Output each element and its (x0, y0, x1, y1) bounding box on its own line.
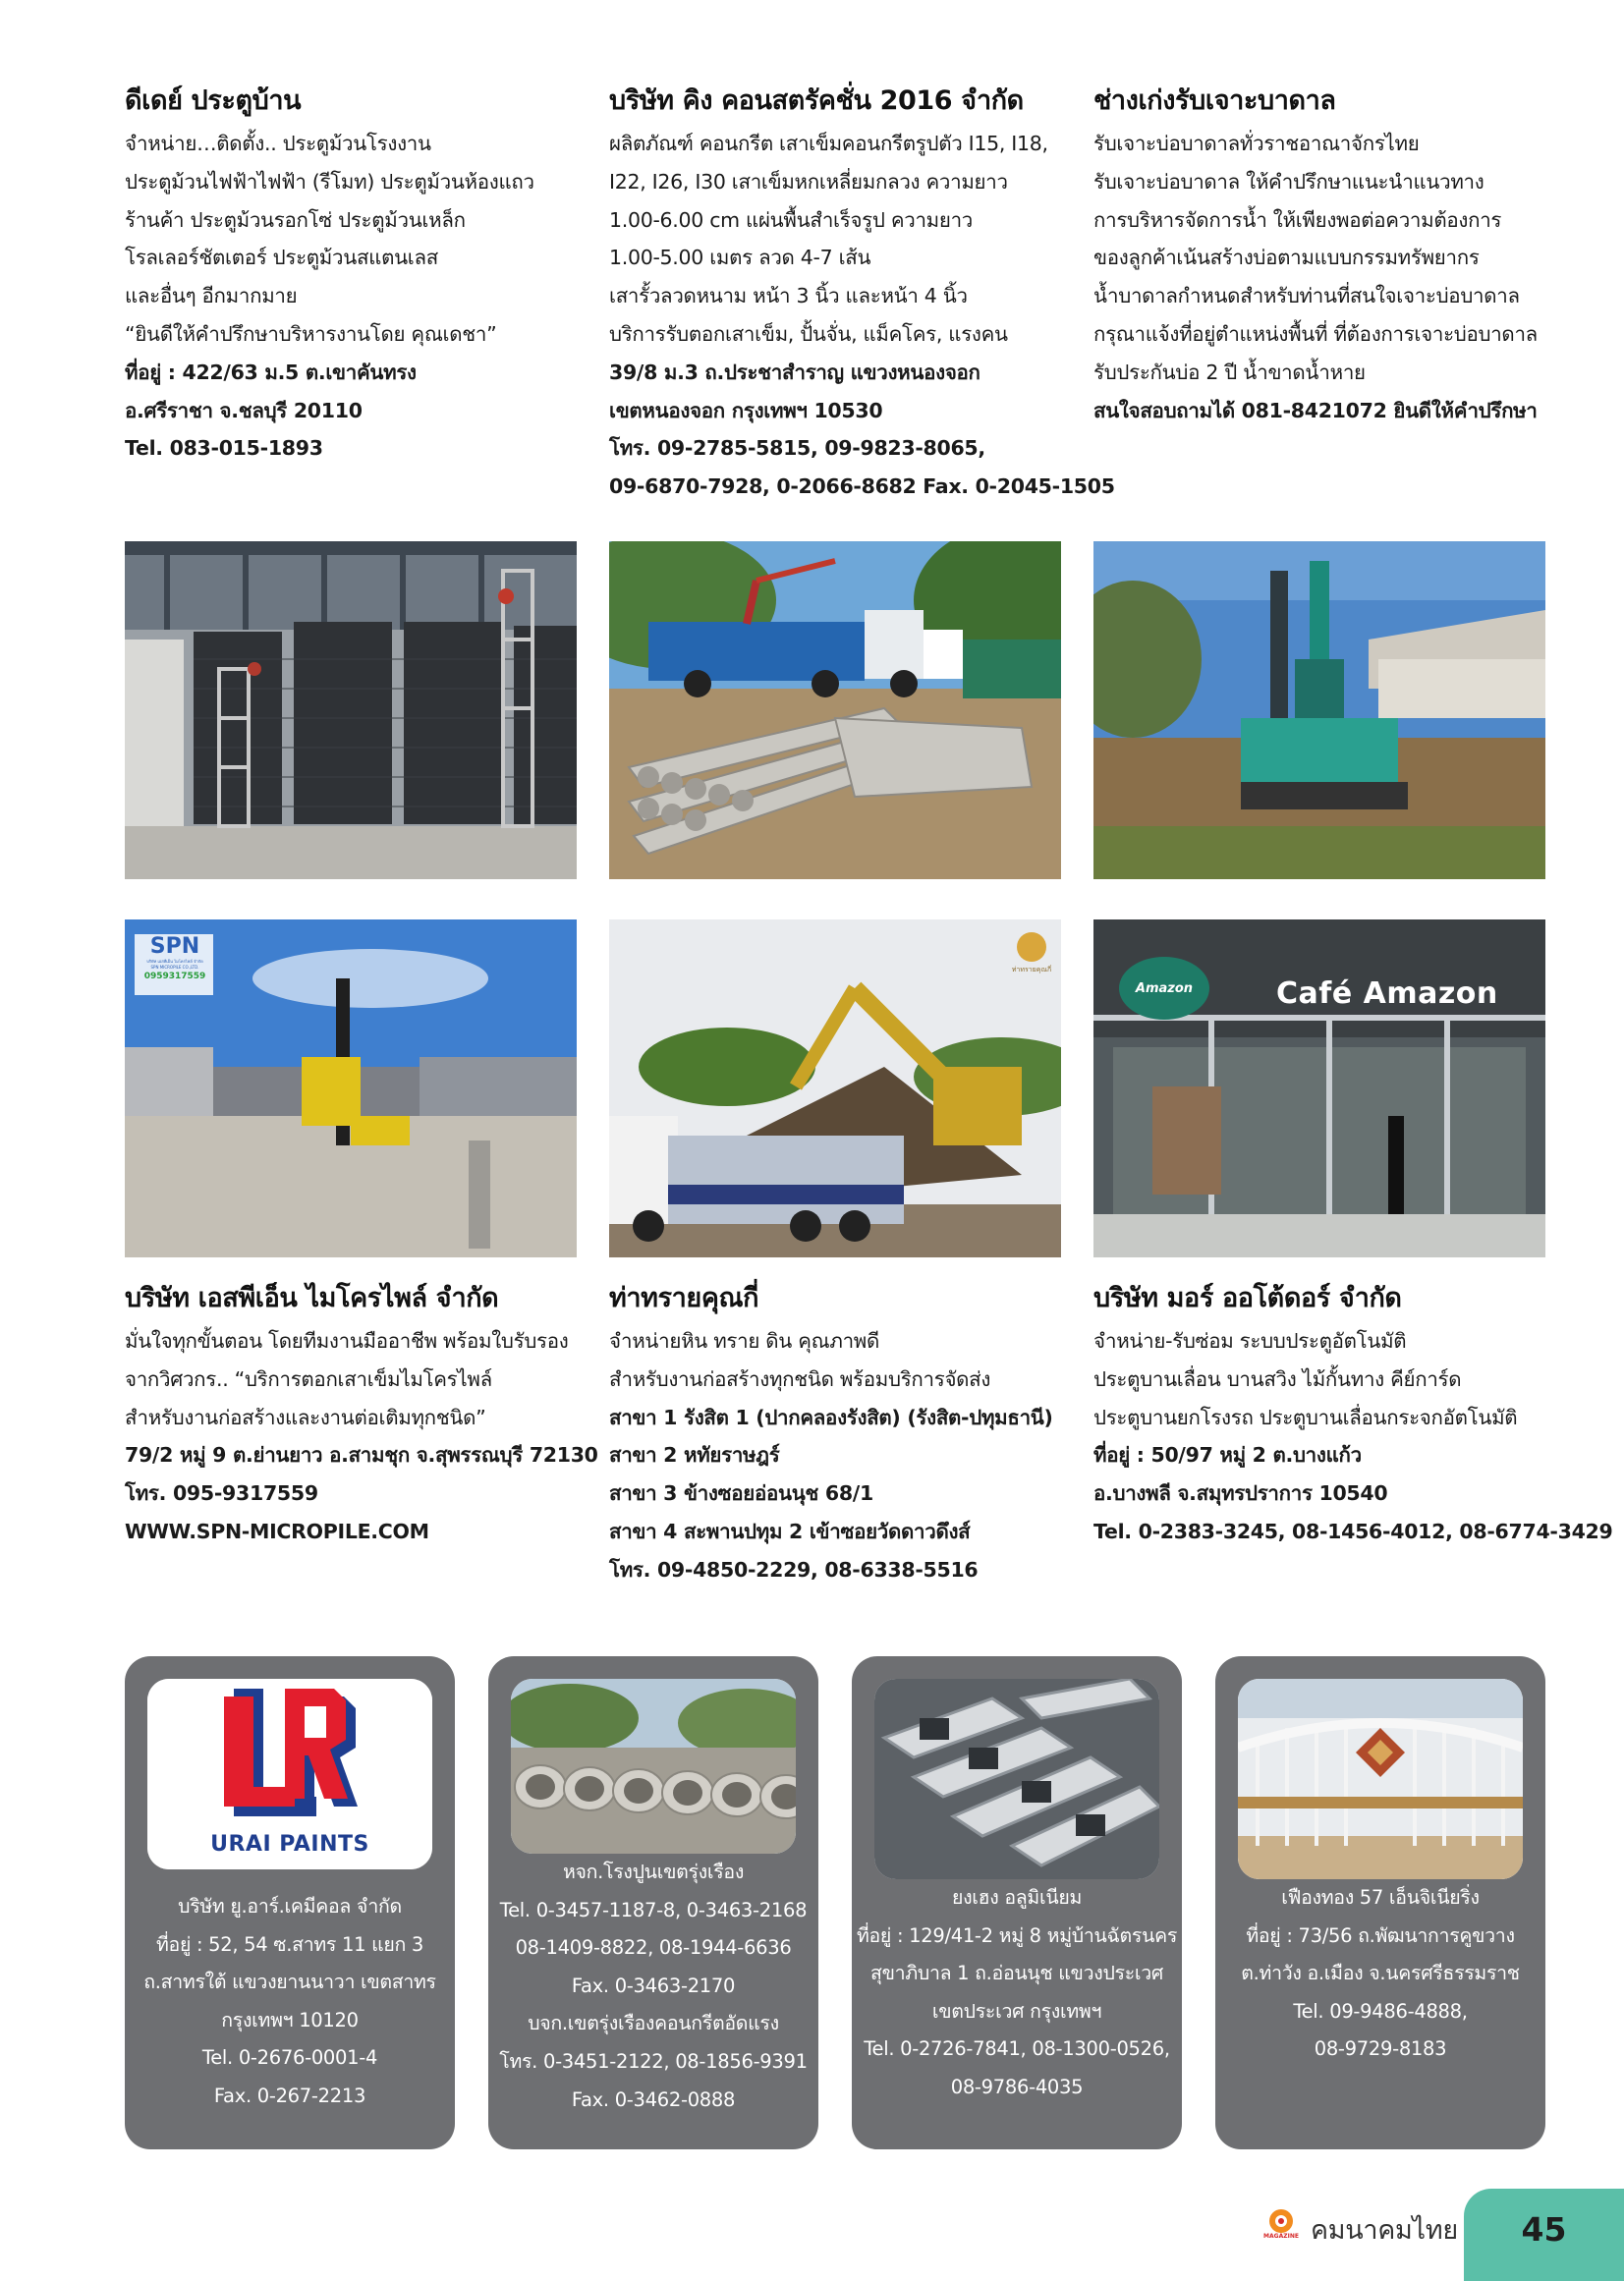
listing-line: จำหน่าย-รับซ่อม ระบบประตูอัตโนมัติ (1093, 1329, 1407, 1353)
listing-line: ประตูม้วนไฟฟ้าไฟฟ้า (รีโมท) ประตูม้วนห้องแถว (125, 169, 534, 194)
listing-branch: สาขา 4 สะพานปทุม 2 เข้าซอยวัดดาวดึงส์ (609, 1519, 971, 1543)
photo-cafe-amazon-doors (1093, 919, 1545, 1257)
urai-paints-logo-text: URAI PAINTS (210, 1832, 369, 1857)
listing-phone: โทร. 095-9317559 (125, 1481, 318, 1506)
fax-line: Fax. 0-267-2213 (213, 2084, 366, 2107)
listing-line: บริการรับตอกเสาเข็ม, ปั้นจั่น, แม็คโคร, แรงคน (609, 321, 1008, 346)
ad-box-urai-paints (125, 1656, 455, 2149)
listing-more-autodoor (1093, 1279, 1613, 1551)
listing-phone: โทร. 09-4850-2229, 08-6338-5516 (609, 1557, 979, 1582)
listing-website: WWW.SPN-MICROPILE.COM (125, 1519, 429, 1543)
fax-line: Fax. 0-3463-2170 (571, 1974, 736, 1997)
listing-line: การบริหารจัดการน้ำ ให้เพียงพอต่อความต้องการ (1093, 207, 1502, 232)
address-line: กรุงเทพฯ 10120 (221, 2008, 359, 2031)
listing-line: โรลเลอร์ชัตเตอร์ ประตูม้วนสแตนเลส (125, 246, 438, 270)
phone-line: Tel. 09-9486-4888, (1293, 1999, 1468, 2023)
magazine-brand: คมนาคมไทย (1311, 2215, 1458, 2246)
listing-phone: Tel. 0-2383-3245, 08-1456-4012, 08-6774-3429 (1093, 1519, 1613, 1543)
listing-address: อ.บางพลี จ.สมุทรปราการ 10540 (1093, 1481, 1388, 1506)
ornamental-gate-photo (1238, 1679, 1523, 1879)
page-number: 45 (1521, 2210, 1567, 2249)
address-line: เขตประเวศ กรุงเทพฯ (931, 1999, 1102, 2023)
listing-dday-door (125, 82, 587, 468)
phone-line: Tel. 0-2676-0001-4 (201, 2046, 378, 2070)
listing-address: ที่อยู่ : 422/63 ม.5 ต.เขาคันทรง (125, 360, 417, 384)
photo-spn-micropile (125, 919, 577, 1257)
address-line: ที่อยู่ : 129/41-2 หมู่ 8 หมู่บ้านฉัตรนคร (856, 1923, 1178, 1947)
listing-line: ของลูกค้าเน้นสร้างบ่อตามแบบกรรมทรัพยากร (1093, 246, 1480, 270)
listing-address: 79/2 หมู่ 9 ต.ย่านยาว อ.สามชุก จ.สุพรรณบุรี 72130 (125, 1443, 598, 1468)
listing-title: บริษัท มอร์ ออโต้ดอร์ จำกัด (1093, 1283, 1402, 1313)
listing-sand-pier (609, 1279, 1071, 1589)
address-line: ต.ท่าวัง อ.เมือง จ.นครศรีธรรมราช (1241, 1962, 1520, 1985)
sand-logo-caption: ท่าทรายคุณกี่ (1011, 966, 1052, 974)
company-name: เฟืองทอง 57 เอ็นจิเนียริ่ง (1281, 1886, 1480, 1909)
listing-line: ผลิตภัณฑ์ คอนกรีต เสาเข็มคอนกรีตรูปตัว I15, I18, (609, 132, 1048, 155)
listing-line: 1.00-6.00 cm แผ่นพื้นสำเร็จรูป ความยาว (609, 207, 974, 232)
phone-line: 08-9786-4035 (950, 2075, 1084, 2098)
photo-sand-excavator (609, 919, 1061, 1257)
address-line: ที่อยู่ : 52, 54 ซ.สาทร 11 แยก 3 (155, 1932, 423, 1956)
listing-spn-micropile (125, 1279, 598, 1551)
listing-phone: สนใจสอบถามได้ 081-8421072 ยินดีให้คำปรึกษา (1093, 398, 1538, 422)
listing-line: รับเจาะบ่อบาดาล ให้คำปรึกษาแนะนำแนวทาง (1093, 169, 1484, 194)
listing-line: จำหน่ายหิน ทราย ดิน คุณภาพดี (609, 1329, 880, 1353)
listing-line: ร้านค้า ประตูม้วนรอกโซ่ ประตูม้วนเหล็ก (125, 207, 466, 232)
listing-address: อ.ศรีราชา จ.ชลบุรี 20110 (125, 398, 363, 422)
magazine-logo-caption: MAGAZINE (1263, 2233, 1299, 2240)
address-line: สุขาภิบาล 1 ถ.อ่อนนุช แขวงประเวศ (870, 1962, 1163, 1985)
ad-box-text (852, 1879, 1182, 2107)
listing-title: ท่าทรายคุณกี่ (609, 1283, 759, 1313)
listing-line: มั่นใจทุกขั้นตอน โดยทีมงานมืออาชีพ พร้อมใบรับรอง (125, 1329, 569, 1353)
company-name: บริษัท ยู.อาร์.เคมีคอล จำกัด (178, 1895, 402, 1918)
listing-branch: สาขา 1 รังสิต 1 (ปากคลองรังสิต) (รังสิต-ปทุมธานี) (609, 1405, 1053, 1429)
concrete-pipes-photo (511, 1679, 796, 1854)
listing-phone: โทร. 09-2785-5815, 09-9823-8065, (609, 436, 985, 461)
urai-paints-logo (147, 1679, 432, 1869)
listing-line: สำหรับงานก่อสร้างและงานต่อเติมทุกชนิด” (125, 1405, 486, 1429)
cafe-amazon-badge: Amazon (1135, 981, 1194, 996)
listing-line: รับเจาะบ่อบาดาลทั่วราชอาณาจักรไทย (1093, 132, 1420, 155)
company-name: ยงเฮง อลูมิเนียม (951, 1886, 1083, 1909)
listing-title: ช่างเก่งรับเจาะบาดาล (1093, 85, 1336, 116)
company-name: หจก.โรงปูนเขตรุ่งเรือง (562, 1861, 745, 1883)
listing-line: จำหน่าย…ติดตั้ง.. ประตูม้วนโรงงาน (125, 132, 431, 155)
phone-line: 08-1409-8822, 08-1944-6636 (515, 1936, 792, 1960)
listing-line: 1.00-5.00 เมตร ลวด 4-7 เส้น (609, 246, 871, 270)
listing-address: ที่อยู่ : 50/97 หมู่ 2 ต.บางแก้ว (1093, 1443, 1362, 1468)
listing-line: จากวิศวกร.. “บริการตอกเสาเข็มไมโครไพล์ (125, 1366, 492, 1391)
listing-line: เสารั้วลวดหนาม หน้า 3 นิ้ว และหน้า 4 นิ้ว (609, 284, 968, 308)
listing-line: I22, I26, I30 เสาเข็มหกเหลี่ยมกลวง ความยาว (609, 169, 1008, 194)
listing-address: เขตหนองจอก กรุงเทพฯ 10530 (609, 398, 883, 422)
ad-box-aluminium (852, 1656, 1182, 2149)
address-line: ถ.สาทรใต้ แขวงยานนาวา เขตสาทร (143, 1971, 436, 1994)
company-name: บจก.เขตรุ่งเรืองคอนกรีตอัดแรง (528, 2012, 779, 2035)
listing-phone: Tel. 083-015-1893 (125, 436, 323, 461)
address-line: ที่อยู่ : 73/56 ถ.พัฒนาการคูขวาง (1246, 1923, 1515, 1947)
listing-address: 39/8 ม.3 ถ.ประชาสำราญ แขวงหนองจอก (609, 360, 980, 384)
cafe-amazon-sign: Café Amazon (1276, 976, 1498, 1011)
listing-line: ประตูบานยกโรงรถ ประตูบานเลื่อนกระจกอัตโนมัติ (1093, 1405, 1518, 1429)
listing-branch: สาขา 2 หทัยราษฎร์ (609, 1443, 780, 1468)
ad-box-concrete-pipes (488, 1656, 818, 2149)
listing-line: และอื่นๆ อีกมากมาย (125, 284, 298, 308)
listing-line: กรุณาแจ้งที่อยู่ตำแหน่งพื้นที่ ที่ต้องการเจาะบ่อบาดาล (1093, 321, 1538, 346)
listing-line: น้ำบาดาลกำหนดสำหรับท่านที่สนใจเจาะบ่อบาดาล (1093, 284, 1520, 308)
listing-title: บริษัท คิง คอนสตรัคชั่น 2016 จำกัด (609, 85, 1024, 116)
listing-phone: 09-6870-7928, 0-2066-8682 Fax. 0-2045-1505 (609, 474, 1115, 499)
page-number-tab (1464, 2189, 1624, 2281)
ad-box-gate-engineering (1215, 1656, 1545, 2149)
magazine-logo-icon (1263, 2206, 1299, 2242)
spn-logo-phone: 0959317559 (143, 972, 206, 981)
ad-box-text (1215, 1879, 1545, 2069)
listing-line: สำหรับงานก่อสร้างทุกชนิด พร้อมบริการจัดส่ง (609, 1366, 991, 1391)
fax-line: Fax. 0-3462-0888 (571, 2087, 736, 2111)
listing-title: ดีเดย์ ประตูบ้าน (125, 85, 302, 116)
listing-line: รับประกันบ่อ 2 ปี น้ำขาดน้ำหาย (1093, 360, 1366, 384)
spn-logo-caption: บริษัท เอสพีเอ็น ไมโครไพล์ จำกัด (146, 959, 203, 964)
spn-logo-text: SPN (149, 934, 200, 959)
phone-line: Tel. 0-2726-7841, 08-1300-0526, (864, 2037, 1170, 2061)
listing-line: “ยินดีให้คำปรึกษาบริหารงานโดย คุณเดชา” (125, 321, 497, 346)
phone-line: 08-9729-8183 (1314, 2037, 1447, 2061)
listing-artesian-drilling (1093, 82, 1555, 429)
listing-line: ประตูบานเลื่อน บานสวิง ไม้กั้นทาง คีย์การ์ด (1093, 1366, 1462, 1391)
phone-line: Tel. 0-3457-1187-8, 0-3463-2168 (499, 1898, 808, 1921)
photo-concrete-piles-truck (609, 541, 1061, 879)
aluminium-profiles-photo (874, 1679, 1159, 1879)
photo-drilling-rig (1093, 541, 1545, 879)
ad-box-text (488, 1854, 818, 2119)
photo-roller-shutters (125, 541, 577, 879)
listing-title: บริษัท เอสพีเอ็น ไมโครไพล์ จำกัด (125, 1283, 499, 1313)
ad-box-text (125, 1888, 455, 2116)
spn-logo-caption-en: SPN MICROPILE CO.,LTD. (150, 965, 199, 970)
listing-king-construction (609, 82, 1115, 506)
phone-line: โทร. 0-3451-2122, 08-1856-9391 (499, 2049, 808, 2073)
listing-branch: สาขา 3 ข้างซอยอ่อนนุช 68/1 (609, 1481, 873, 1506)
